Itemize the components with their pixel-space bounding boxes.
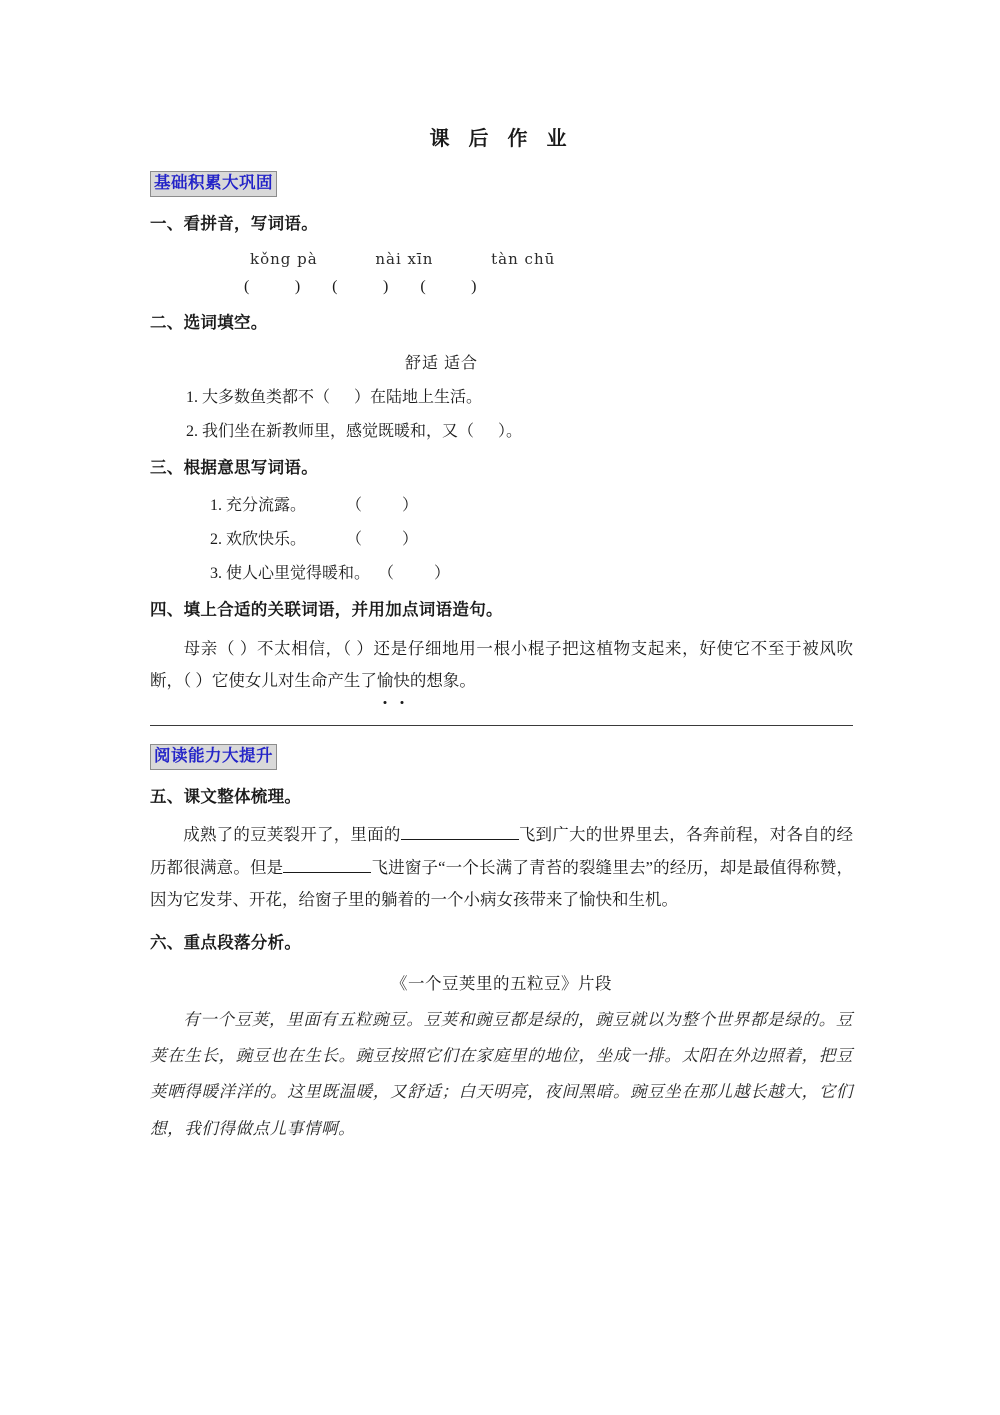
- page-title: 课 后 作 业: [429, 128, 574, 150]
- excerpt-body: [150, 1002, 853, 1147]
- excerpt-body-text: 有一个豆荚，里面有五粒豌豆。豆荚和豌豆都是绿的，豌豆就以为整个世界都是绿的。豆荚在生长，豌豆也在生长。豌豆按照它们在家庭里的地位，坐成一排。太阳在外边照着，把豆荚晒得暖洋洋的。这里既温暖，又舒适；白天明亮，夜间黑暗。豌豆坐在那儿越长越大，它们想，我们得做点儿事情啊。: [150, 1009, 853, 1138]
- question-2-item-1[interactable]: 1. 大多数鱼类都不（ ）在陆地上生活。: [186, 389, 483, 407]
- question-3-item-1[interactable]: 1. 充分流露。 （ ）: [210, 496, 419, 514]
- question-4-body-part-2: 的想象。: [409, 670, 476, 690]
- question-1-answer-line[interactable]: ( ) ( ) ( ): [244, 278, 477, 296]
- question-2-heading: 二、选词填空。: [150, 313, 268, 333]
- question-2-word-bank: 舒适 适合: [404, 355, 478, 373]
- question-3-item-2[interactable]: 2. 欢欣快乐。 （ ）: [210, 530, 419, 548]
- excerpt-title: 《一个豆荚里的五粒豆》片段: [391, 973, 612, 993]
- question-5-heading: 五、课文整体梳理。: [150, 786, 302, 806]
- banner-row-basics: [150, 153, 853, 197]
- section-banner-basics: 基础积累大巩固: [150, 171, 277, 197]
- section-banner-reading: 阅读能力大提升: [150, 744, 277, 770]
- question-5-body-part-2: 飞到广大的世界里去，各奔前程，对各自的经历都很满意。但是: [150, 825, 854, 877]
- fill-blank-1[interactable]: [401, 839, 519, 840]
- question-5-body[interactable]: [150, 819, 853, 916]
- question-6-heading: 六、重点段落分析。: [150, 932, 302, 952]
- question-5-body-part-1: 成熟了的豆荚裂开了，里面的: [183, 825, 401, 845]
- question-4-body-part-1: 母亲（ ）不太相信，（ ）还是仔细地用一根小棍子把这植物支起来，好使它不至于被风吹断，（ ）它使女儿对生命产生了: [150, 638, 853, 690]
- question-1-heading: 一、看拼音，写词语。: [150, 213, 318, 233]
- banner-row-reading: [150, 726, 853, 770]
- page-content: [150, 0, 853, 1147]
- question-2-item-2[interactable]: 2. 我们坐在新教师里，感觉既暖和，又（ ）。: [186, 423, 523, 441]
- question-5-body-part-3: 飞进窗子“一个长满了青苔的裂缝里去”的经历，却是最值得称赞，因为它发芽、开花，给窗子里的躺着的一个小病女孩带来了愉快和生机。: [150, 857, 853, 909]
- question-4-body[interactable]: [150, 633, 853, 697]
- question-3-item-3[interactable]: 3. 使人心里觉得暖和。 （ ）: [210, 564, 451, 582]
- question-3-heading: 三、根据意思写词语。: [150, 458, 318, 478]
- fill-blank-2[interactable]: [283, 872, 371, 873]
- dotted-char-1: 愉: [377, 665, 394, 697]
- question-4-heading: 四、填上合适的关联词语，并用加点词语造句。: [150, 599, 503, 619]
- question-1-pinyin-line: kǒng pà nài xīn tàn chū: [250, 250, 556, 269]
- dotted-char-2: 快: [393, 665, 410, 697]
